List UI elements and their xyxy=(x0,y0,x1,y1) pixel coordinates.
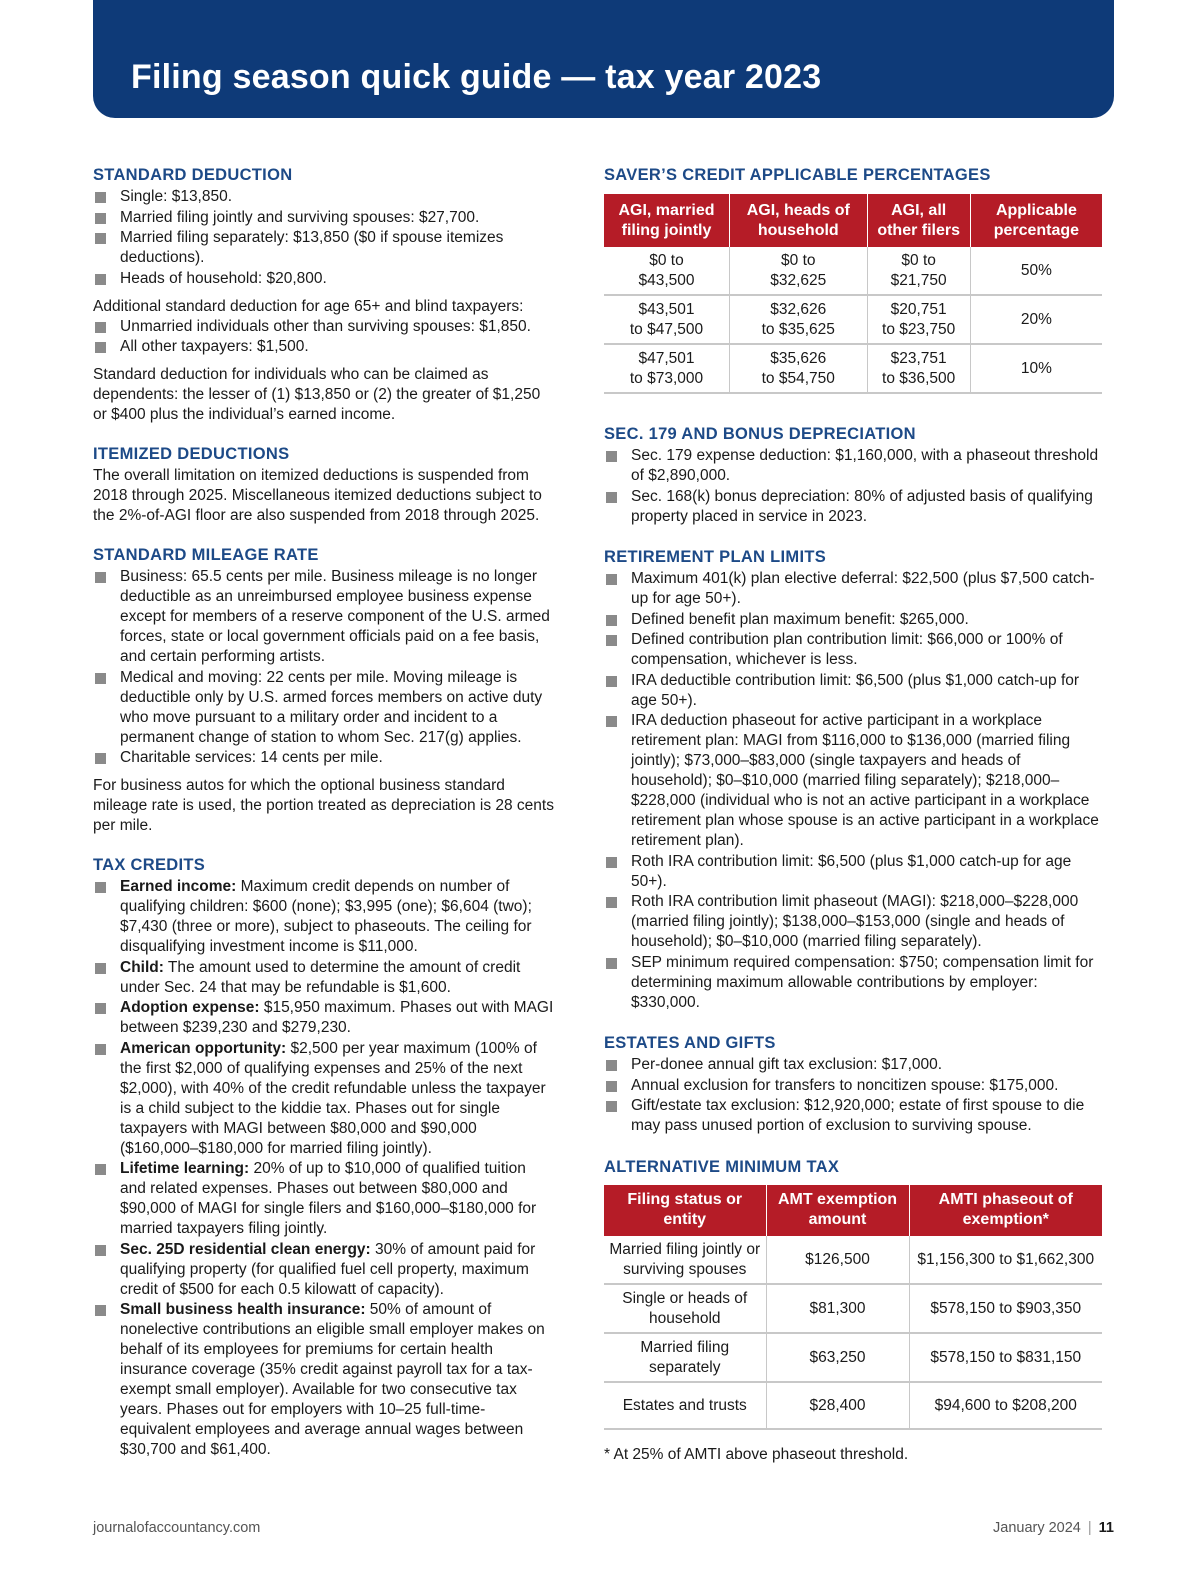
bullet-list xyxy=(604,1055,1102,1136)
bullet-square-icon xyxy=(606,615,617,626)
list-item: Child: The amount used to determine the amount of credit under Sec. 24 that may be refundable is $1,600. xyxy=(93,958,555,998)
bullet-square-icon xyxy=(95,963,106,974)
list-item: Defined benefit plan maximum benefit: $265,000. xyxy=(604,610,1102,630)
table-row xyxy=(604,1284,1102,1333)
bullet-square-icon xyxy=(95,233,106,244)
table-cell: $578,150 to $903,350 xyxy=(909,1284,1102,1333)
amt-section xyxy=(604,1157,1102,1465)
bullet-square-icon xyxy=(606,451,617,462)
bullet-square-icon xyxy=(95,1164,106,1175)
bullet-square-icon xyxy=(606,857,617,868)
list-item: Per-donee annual gift tax exclusion: $17,000. xyxy=(604,1055,1102,1075)
bullet-square-icon xyxy=(606,716,617,727)
tax-credits-section xyxy=(93,855,555,1460)
table-cell: Estates and trusts xyxy=(604,1382,766,1430)
section-title: ITEMIZED DEDUCTIONS xyxy=(93,445,290,463)
bullet-square-icon xyxy=(606,492,617,503)
list-item: Single: $13,850. xyxy=(93,187,555,207)
table-row xyxy=(604,1236,1102,1284)
page-title: Filing season quick guide — tax year 2023 xyxy=(131,58,822,96)
section-title: STANDARD MILEAGE RATE xyxy=(93,546,319,564)
table-cell: $81,300 xyxy=(766,1284,909,1333)
paragraph: Additional standard deduction for age 65+ and blind taxpayers: xyxy=(93,297,524,315)
table-cell: $126,500 xyxy=(766,1236,909,1284)
amt-table xyxy=(604,1185,1102,1431)
bullet-list xyxy=(604,569,1102,1013)
list-item: All other taxpayers: $1,500. xyxy=(93,337,555,357)
table-cell: 10% xyxy=(970,344,1102,393)
bullet-square-icon xyxy=(606,1081,617,1092)
right-column xyxy=(604,165,1102,1464)
bullet-list xyxy=(604,446,1102,527)
section-title: STANDARD DEDUCTION xyxy=(93,166,293,184)
footer-separator: | xyxy=(1087,1520,1092,1536)
page-number: 11 xyxy=(1098,1520,1114,1536)
table-cell: $0 to $32,625 xyxy=(729,247,867,295)
retirement-section xyxy=(604,547,1102,1013)
list-item: Lifetime learning: 20% of up to $10,000 of qualified tuition and related expenses. Phases out between $80,000 and $90,000 of MAGI for single filers and $160,000–$180,000 for married taxpayers filing jointly. xyxy=(93,1159,555,1239)
table-cell: Single or heads of household xyxy=(604,1284,766,1333)
list-item: Charitable services: 14 cents per mile. xyxy=(93,748,555,768)
table-cell: $94,600 to $208,200 xyxy=(909,1382,1102,1430)
section-title: TAX CREDITS xyxy=(93,856,206,874)
list-item: Unmarried individuals other than surviving spouses: $1,850. xyxy=(93,317,555,337)
table-cell: $43,501 to $47,500 xyxy=(604,295,729,344)
list-item: American opportunity: $2,500 per year maximum (100% of the first $2,000 of qualifying expenses and 25% of the next $2,000), with 40% of the credit refundable unless the taxpayer is a child subject to the kiddie tax. Phases out for single taxpayers with MAGI between $80,000 and $90,000 ($160,000–$180,000 for married filing jointly). xyxy=(93,1039,555,1159)
list-item: Roth IRA contribution limit phaseout (MAGI): $218,000–$228,000 (married filing jointly); $138,000–$153,000 (single and heads of household); $0–$10,000 (married filing separately). xyxy=(604,892,1102,952)
table-cell: 50% xyxy=(970,247,1102,295)
section-title: SAVER’S CREDIT APPLICABLE PERCENTAGES xyxy=(604,166,991,184)
list-item: Gift/estate tax exclusion: $12,920,000; estate of first spouse to die may pass unused portion of exclusion to surviving spouse. xyxy=(604,1096,1102,1136)
list-item: Small business health insurance: 50% of amount of nonelective contributions an eligible small employer makes on behalf of its employees for premiums for certain health insurance coverage (35% credit against payroll tax for a tax-exempt small employer). Available for two consecutive tax years. Phases out for employers with 10–25 full-time-equivalent employees and average annual wages between $30,700 and $61,400. xyxy=(93,1300,555,1460)
column-header: AMT exemption amount xyxy=(766,1185,909,1236)
table-row xyxy=(604,1333,1102,1382)
table-cell: 20% xyxy=(970,295,1102,344)
section-title: RETIREMENT PLAN LIMITS xyxy=(604,548,827,566)
footer-date: January 2024 xyxy=(993,1520,1081,1536)
column-header: AMTI phaseout of exemption* xyxy=(909,1185,1102,1236)
list-item: SEP minimum required compensation: $750; compensation limit for determining maximum allowable contributions by employer: $330,000. xyxy=(604,953,1102,1013)
table-cell: $47,501 to $73,000 xyxy=(604,344,729,393)
column-header: Applicable percentage xyxy=(970,194,1102,247)
bullet-square-icon xyxy=(95,1305,106,1316)
bullet-square-icon xyxy=(95,1245,106,1256)
bullet-square-icon xyxy=(95,342,106,353)
bullet-square-icon xyxy=(606,635,617,646)
list-item: Married filing jointly and surviving spouses: $27,700. xyxy=(93,208,555,228)
footnote: * At 25% of AMTI above phaseout threshold. xyxy=(604,1446,909,1463)
sec179-section xyxy=(604,424,1102,527)
list-item: IRA deductible contribution limit: $6,500 (plus $1,000 catch-up for age 50+). xyxy=(604,671,1102,711)
table-cell: $578,150 to $831,150 xyxy=(909,1333,1102,1382)
standard-deduction-section xyxy=(93,165,555,425)
savers-credit-section xyxy=(604,165,1102,394)
footer-page-info xyxy=(993,1520,1114,1536)
list-item: Sec. 25D residential clean energy: 30% of amount paid for qualifying property (for qualified fuel cell property, maximum credit of $500 for each 0.5 kilowatt of capacity). xyxy=(93,1240,555,1300)
table-row xyxy=(604,344,1102,393)
bullet-list xyxy=(93,187,555,289)
list-item: Adoption expense: $15,950 maximum. Phases out with MAGI between $239,230 and $279,230. xyxy=(93,998,555,1038)
table-cell: $0 to $43,500 xyxy=(604,247,729,295)
header-banner xyxy=(93,0,1114,118)
column-header: AGI, heads of household xyxy=(729,194,867,247)
list-item: Maximum 401(k) plan elective deferral: $22,500 (plus $7,500 catch-up for age 50+). xyxy=(604,569,1102,609)
paragraph: For business autos for which the optional business standard mileage rate is used, the portion treated as depreciation is 28 cents per mile. xyxy=(93,777,554,834)
table-row xyxy=(604,295,1102,344)
section-title: ALTERNATIVE MINIMUM TAX xyxy=(604,1157,840,1176)
table-cell: $20,751 to $23,750 xyxy=(867,295,970,344)
bullet-square-icon xyxy=(606,1060,617,1071)
table-cell: $32,626 to $35,625 xyxy=(729,295,867,344)
bullet-square-icon xyxy=(606,1101,617,1112)
bullet-square-icon xyxy=(606,958,617,969)
bullet-square-icon xyxy=(95,753,106,764)
footer-site: journalofaccountancy.com xyxy=(93,1520,261,1536)
list-item: Defined contribution plan contribution limit: $66,000 or 100% of compensation, whichever is less. xyxy=(604,630,1102,670)
savers-credit-table xyxy=(604,194,1102,394)
table-cell: Married filing jointly or surviving spouses xyxy=(604,1236,766,1284)
bullet-list xyxy=(93,567,555,768)
list-item: Heads of household: $20,800. xyxy=(93,269,555,289)
bullet-square-icon xyxy=(606,897,617,908)
bullet-square-icon xyxy=(95,274,106,285)
table-cell: $28,400 xyxy=(766,1382,909,1430)
bullet-list xyxy=(93,317,555,358)
table-cell: Married filing separately xyxy=(604,1333,766,1382)
bullet-square-icon xyxy=(95,882,106,893)
list-item: Annual exclusion for transfers to noncitizen spouse: $175,000. xyxy=(604,1076,1102,1096)
bullet-square-icon xyxy=(95,673,106,684)
bullet-list xyxy=(93,877,555,1460)
table-cell: $1,156,300 to $1,662,300 xyxy=(909,1236,1102,1284)
standard-mileage-section xyxy=(93,545,555,836)
table-row xyxy=(604,1382,1102,1430)
table-cell: $23,751 to $36,500 xyxy=(867,344,970,393)
section-title: SEC. 179 AND BONUS DEPRECIATION xyxy=(604,425,916,443)
list-item: Earned income: Maximum credit depends on number of qualifying children: $600 (none); $3,995 (one); $6,604 (two); $7,430 (three or more), subject to phaseouts. The ceiling for disqualifying investment income is $11,000. xyxy=(93,877,555,957)
paragraph: The overall limitation on itemized deductions is suspended from 2018 through 2025. Miscellaneous itemized deductions subject to the 2%-of-AGI floor are also suspended from 2018 through 2025. xyxy=(93,467,542,524)
estates-gifts-section xyxy=(604,1033,1102,1136)
table-cell: $0 to $21,750 xyxy=(867,247,970,295)
bullet-square-icon xyxy=(95,192,106,203)
bullet-square-icon xyxy=(606,676,617,687)
list-item: IRA deduction phaseout for active participant in a workplace retirement plan: MAGI from $116,000 to $136,000 (married filing jointly); $73,000–$83,000 (single taxpayers and heads of household); $0–$10,000 (married filing separately); $218,000–$228,000 (individual who is not an active participant in a workplace retirement plan whose spouse is an active participant in a workplace retirement plan). xyxy=(604,711,1102,851)
list-item: Roth IRA contribution limit: $6,500 (plus $1,000 catch-up for age 50+). xyxy=(604,852,1102,892)
list-item: Business: 65.5 cents per mile. Business mileage is no longer deductible as an unreimbursed employee business expense except for members of a reserve component of the U.S. armed forces, state or local government officials paid on a fee basis, and certain performing artists. xyxy=(93,567,555,667)
bullet-square-icon xyxy=(606,574,617,585)
bullet-square-icon xyxy=(95,322,106,333)
bullet-square-icon xyxy=(95,1044,106,1055)
table-cell: $35,626 to $54,750 xyxy=(729,344,867,393)
list-item: Sec. 179 expense deduction: $1,160,000, with a phaseout threshold of $2,890,000. xyxy=(604,446,1102,486)
list-item: Medical and moving: 22 cents per mile. Moving mileage is deductible only by U.S. armed forces members on active duty who move pursuant to a military order and incident to a permanent change of station to whom Sec. 217(g) applies. xyxy=(93,668,555,748)
paragraph: Standard deduction for individuals who can be claimed as dependents: the lesser of (1) $13,850 or (2) the greater of $1,250 or $400 plus the individual’s earned income. xyxy=(93,366,541,423)
table-cell: $63,250 xyxy=(766,1333,909,1382)
list-item: Married filing separately: $13,850 ($0 if spouse itemizes deductions). xyxy=(93,228,555,268)
itemized-deductions-section xyxy=(93,444,555,526)
list-item: Sec. 168(k) bonus depreciation: 80% of adjusted basis of qualifying property placed in service in 2023. xyxy=(604,487,1102,527)
column-header: AGI, all other filers xyxy=(867,194,970,247)
column-header: Filing status or entity xyxy=(604,1185,766,1236)
bullet-square-icon xyxy=(95,213,106,224)
section-title: ESTATES AND GIFTS xyxy=(604,1034,776,1052)
bullet-square-icon xyxy=(95,1003,106,1014)
column-header: AGI, married filing jointly xyxy=(604,194,729,247)
bullet-square-icon xyxy=(95,572,106,583)
left-column xyxy=(93,165,555,1461)
table-row xyxy=(604,247,1102,295)
